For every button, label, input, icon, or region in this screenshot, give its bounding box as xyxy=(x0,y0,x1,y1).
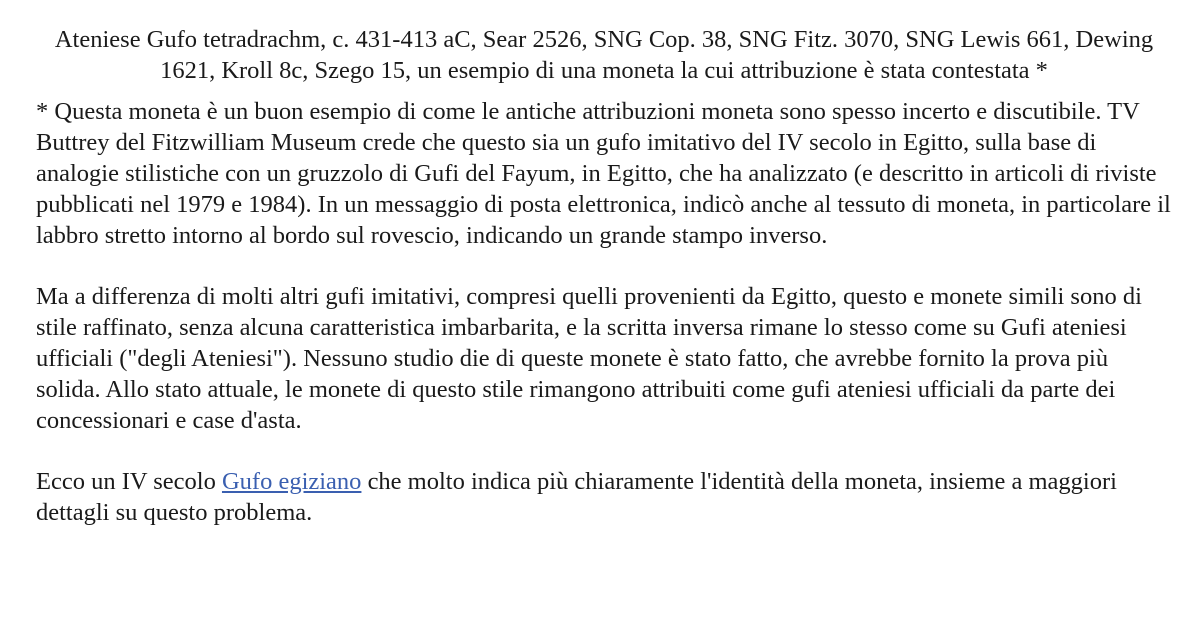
egyptian-owl-text-before: Ecco un IV secolo xyxy=(36,468,222,495)
coin-caption: Ateniese Gufo tetradrachm, c. 431-413 aC, Sear 2526, SNG Cop. 38, SNG Fitz. 3070, SNG Lewis 661, Dewing 1621, Kroll 8c, Szego 15, un esempio di una moneta la cui attribuzione è stata contestata * xyxy=(54,26,1154,84)
egyptian-owl-link[interactable]: Gufo egiziano xyxy=(221,468,362,495)
paragraph-spacer xyxy=(36,436,1172,466)
paragraph-spacer xyxy=(36,251,1172,281)
style-discussion-paragraph: Ma a differenza di molti altri gufi imitativi, compresi quelli provenienti da Egitto, questo e monete simili sono di stile raffinato, senza alcuna caratteristica imbarbarita, e la scritta inversa rimane lo stesso come su Gufi ateniesi ufficiali ("degli Ateniesi"). Nessuno studio die di queste monete è stato fatto, che avrebbe fornito la prova più solida. Allo stato attuale, le monete di questo stile rimangono attribuiti come gufi ateniesi ufficiali da parte dei concessionari e case d'asta. xyxy=(36,283,1142,434)
egyptian-owl-text-after: che molto indica più chiaramente l'identità della moneta, insieme a maggiori dettagli su questo problema. xyxy=(36,468,1117,526)
attribution-note-paragraph: * Questa moneta è un buon esempio di come le antiche attribuzioni moneta sono spesso incerto e discutibile. TV Buttrey del Fitzwilliam Museum crede che questo sia un gufo imitativo del IV secolo in Egitto, sulla base di analogie stilistiche con un gruzzolo di Gufi del Fayum, in Egitto, che ha analizzato (e descritto in articoli di riviste pubblicati nel 1979 e 1984). In un messaggio di posta elettronica, indicò anche al tessuto di moneta, in particolare il labbro stretto intorno al bordo sul rovescio, indicando un grande stampo inverso. xyxy=(36,98,1171,249)
egyptian-owl-paragraph xyxy=(36,466,1172,528)
